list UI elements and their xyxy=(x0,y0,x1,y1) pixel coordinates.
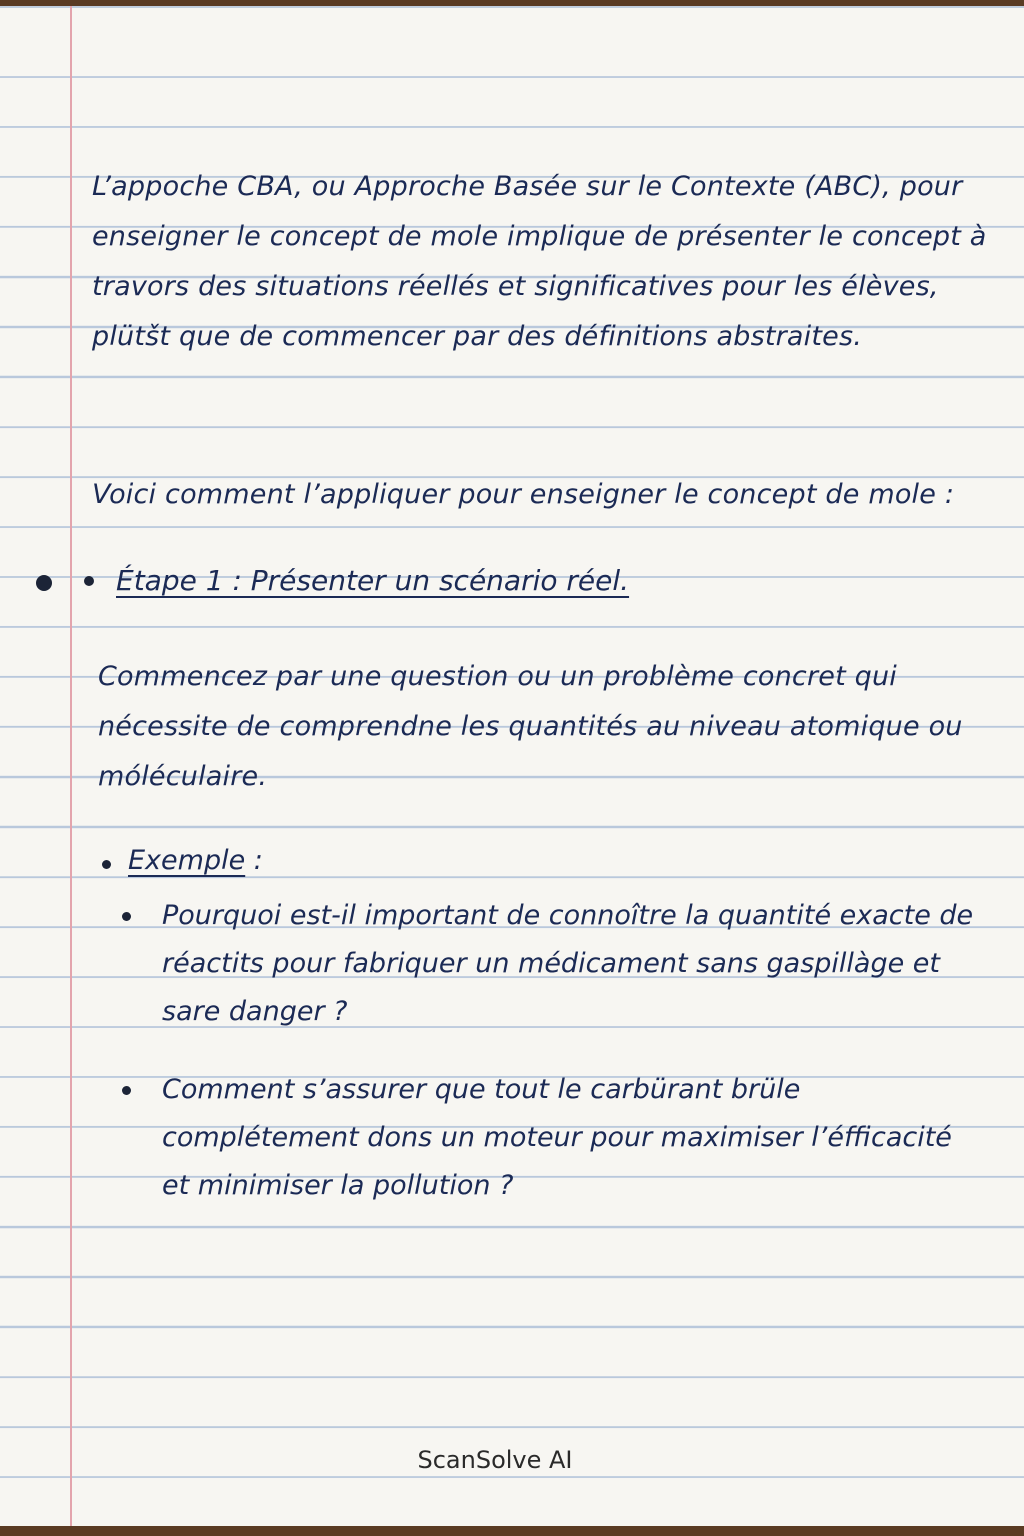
bullet-dot-icon xyxy=(122,912,131,921)
step-1-paragraph: Commencez par une question ou un problème concret qui nécessite de comprendne les quantités au niveau atomique ou móléculaire. xyxy=(98,661,963,792)
margin-line xyxy=(70,6,72,1526)
exemple-colon: : xyxy=(245,845,263,876)
bullet-dot-icon xyxy=(122,1086,131,1095)
bullet-dot-icon xyxy=(84,576,94,586)
bullet-dot-icon xyxy=(102,860,111,869)
exemple-label-wrap xyxy=(128,836,263,886)
voici-line: Voici comment l’appliquer pour enseigner le concept de mole : xyxy=(92,479,955,510)
list-item-text: Comment s’assurer que tout le carbürant brüle complétement dons un moteur pour maximiser l’éfficacité et minimiser la pollution ? xyxy=(162,1074,952,1201)
notebook-page xyxy=(0,6,1024,1526)
intro-paragraph: L’appoche CBA, ou Approche Basée sur le Contexte (ABC), pour enseigner le concept de mole implique de présenter le concept à travors des situations réellés et significatives pour les élèves, plütšt que de commencer par des définitions abstraites. xyxy=(92,171,987,352)
footer-watermark: ScanSolve AI xyxy=(417,1446,573,1474)
step-1-heading xyxy=(32,564,932,614)
step-1-title: Étape 1 : Présenter un scénario réel. xyxy=(116,564,630,597)
bullet-dot-large-icon xyxy=(36,575,52,591)
exemple-label: Exemple xyxy=(128,845,246,876)
list-item-text: Pourquoi est-il important de connoître la quantité exacte de réactits pour fabriquer un médicament sans gaspillàge et sare danger ? xyxy=(162,900,974,1027)
